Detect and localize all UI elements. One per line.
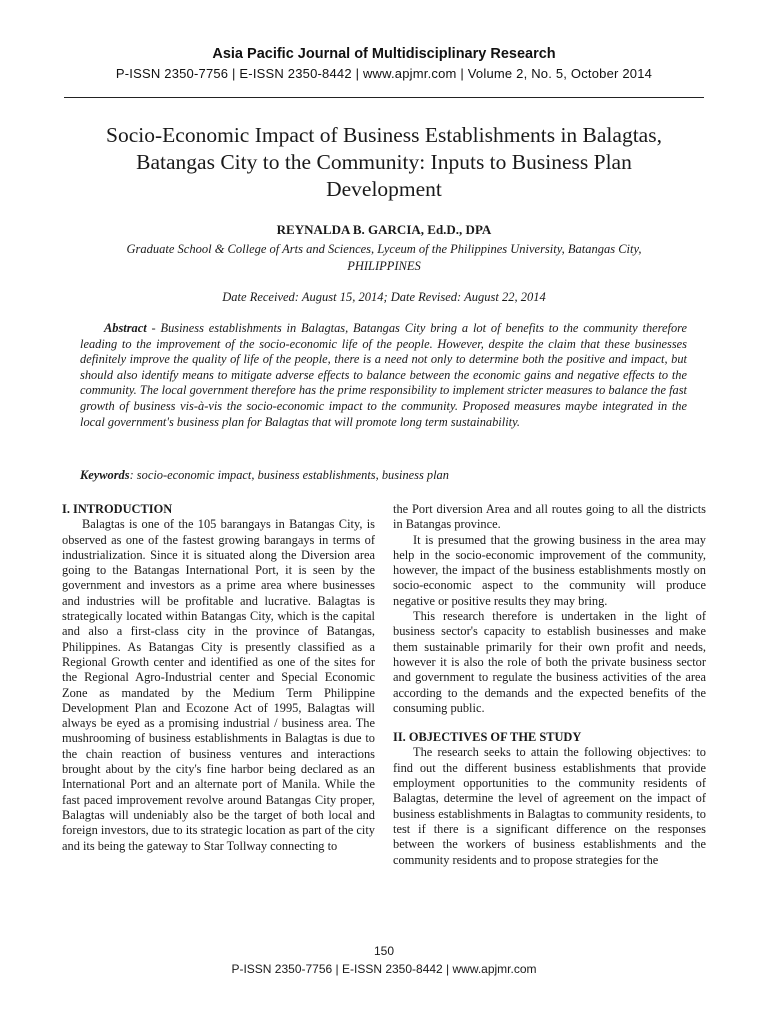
section-heading-introduction: I. INTRODUCTION	[62, 502, 173, 516]
abstract	[80, 321, 687, 430]
journal-issn-line: P-ISSN 2350-7756 | E-ISSN 2350-8442 | www.apjmr.com | Volume 2, No. 5, October 2014	[115, 66, 653, 81]
article-dates: Date Received: August 15, 2014; Date Revised: August 22, 2014	[222, 290, 546, 304]
keywords-label: Keywords	[80, 468, 130, 482]
keywords-text: : socio-economic impact, business establishments, business plan	[129, 468, 449, 482]
intro-paragraph-1-continued: the Port diversion Area and all routes going to all the districts in Batangas province.	[393, 502, 706, 532]
page-number: 150	[373, 944, 395, 958]
article-title: Socio-Economic Impact of Business Establishments in Balagtas, Batangas City to the Community: Inputs to Business Plan Development	[106, 123, 662, 201]
right-column	[393, 502, 706, 868]
section-heading-objectives: II. OBJECTIVES OF THE STUDY	[393, 730, 582, 745]
journal-name: Asia Pacific Journal of Multidisciplinary Research	[212, 46, 556, 62]
abstract-label: Abstract	[104, 321, 147, 335]
article-author: REYNALDA B. GARCIA, Ed.D., DPA	[276, 222, 492, 237]
header-divider	[64, 97, 704, 98]
footer-issn-line: P-ISSN 2350-7756 | E-ISSN 2350-8442 | www.apjmr.com	[231, 962, 537, 976]
author-affiliation: Graduate School & College of Arts and Sciences, Lyceum of the Philippines University, Batangas City, PHILIPPINES	[126, 242, 642, 273]
left-column	[62, 502, 375, 854]
intro-paragraph-2: It is presumed that the growing business in the area may help in the socio-economic improvement of the community, however, the impact of the business establishments mostly on socio-economic aspect to the community will produce negative or positive results they may bring.	[393, 532, 706, 608]
abstract-text: - Business establishments in Balagtas, Batangas City bring a lot of benefits to the community therefore leading to the improvement of the socio-economic life of the people. However, despite the claim that these businesses definitely improve the quality of life of the people, there is a need not only to determine both the positive and impact, but should also identify means to mitigate adverse effects to balance between the economic gains and negative effects to the community. The local government therefore has the prime responsibility to implement stricter measures to balance the fast growth of business vis-à-vis the socio-economic impact to the community. Proposed measures maybe integrated in the local government's business plan for Balagtas that will promote long term sustainability.	[80, 321, 687, 429]
journal-header	[0, 44, 768, 84]
section-gap	[393, 716, 706, 730]
intro-paragraph-3: This research therefore is undertaken in the light of business sector's capacity to establish businesses and make them sustainable primarily for their own profit and needs, however it is also the role of both the private business sector and government to regulate the business activities of the area according to the demands and the expected benefits of the consuming public.	[393, 609, 706, 715]
keywords	[80, 468, 687, 483]
objectives-paragraph-1: The research seeks to attain the following objectives: to find out the different business establishments that provide employment opportunities to the community residents of Balagtas, determine the level of agreement on the impact of business establishments in Balagtas to community residents, to test if there is a significant difference on the responses between the workers of business establishments and the community residents and to propose strategies for the	[393, 745, 706, 867]
intro-paragraph-1: Balagtas is one of the 105 barangays in Batangas City, is observed as one of the fastest growing barangays in terms of industrialization. Since it is situated along the Diversion area going to the Batangas International Port, it is seen by the government and investors as a prime area where businesses and industries will be profitable and lucrative. Balagtas is strategically located within Batangas City, which is the capital and also a first-class city in the province of Batangas, Philippines. As Batangas City is presently classified as a Regional Growth center and identified as one of the sites for the Regional Agro-Industrial center and Special Economic Zone as mandated by the Medium Term Philippine Development Plan and Ecozone Act of 1995, Balagtas will always be eyed as a promising industrial / business area. The mushrooming of business establishments in Balagtas is due to the chain reaction of business ventures and interactions brought about by the city's fine harbor being declared as an International Port and an alternate port of Manila. While the fast paced improvement revolve around Batangas City proper, Balagtas will undeniably also be the target of both local and foreign investors, due to its strategic location as part of the city and its being the gateway to Star Tollway connecting to	[62, 517, 375, 853]
page-footer	[0, 942, 768, 978]
